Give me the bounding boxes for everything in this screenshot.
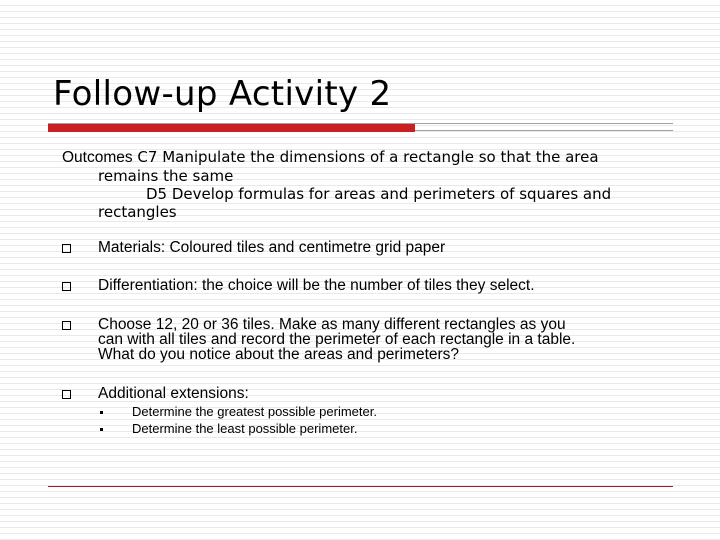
- bullet-text-line-3: What do you notice about the areas and perimeters?: [98, 346, 460, 363]
- square-bullet-icon: [62, 321, 71, 330]
- footer-divider: [48, 486, 673, 487]
- square-bullet-icon: [62, 244, 71, 253]
- outcome-d5-continued: rectangles: [98, 203, 177, 221]
- bullet-text: Additional extensions:: [98, 385, 249, 402]
- outcome-c7: C7 Manipulate the dimensions of a rectangle so that the area: [132, 148, 599, 166]
- dot-bullet-icon: [100, 428, 103, 431]
- slide-title: Follow-up Activity 2: [53, 74, 392, 114]
- square-bullet-icon: [62, 390, 71, 399]
- bullet-text-line-2: can with all tiles and record the perimeter of each rectangle in a table.: [98, 331, 576, 348]
- outcomes-block: [62, 148, 682, 221]
- bullet-text-line-1: Choose 12, 20 or 36 tiles. Make as many different rectangles as you: [98, 316, 566, 333]
- bullet-text: Differentiation: the choice will be the number of tiles they select.: [98, 277, 535, 294]
- dot-bullet-icon: [100, 411, 103, 414]
- bullet-text: Materials: Coloured tiles and centimetre grid paper: [98, 239, 446, 256]
- outcomes-label: Outcomes: [62, 149, 133, 166]
- sub-bullet-text: Determine the greatest possible perimeter.: [132, 404, 377, 419]
- title-divider-bottom: [415, 130, 673, 131]
- sub-bullet-text: Determine the least possible perimeter.: [132, 421, 358, 436]
- outcome-c7-continued: remains the same: [98, 167, 234, 185]
- outcome-d5: D5 Develop formulas for areas and perimeters of squares and: [146, 185, 612, 203]
- square-bullet-icon: [62, 282, 71, 291]
- title-accent-bar: [48, 124, 415, 132]
